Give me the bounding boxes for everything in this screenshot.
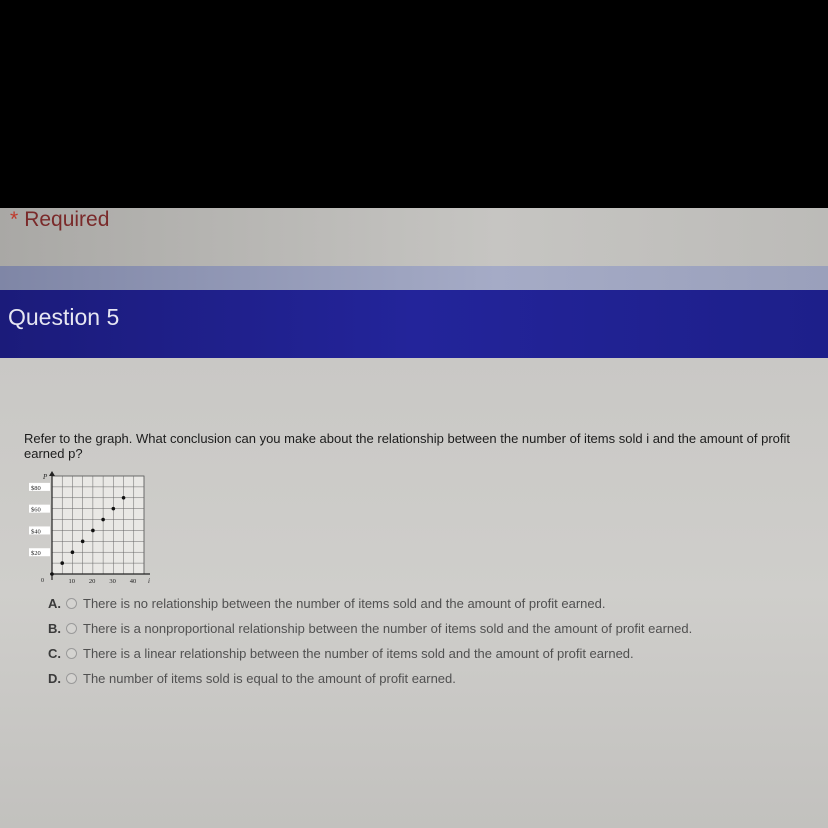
- answer-text: There is a linear relationship between the number of items sold and the amount of profit earned.: [83, 646, 634, 661]
- question-header: [0, 290, 828, 358]
- answer-options: [48, 596, 808, 696]
- y-axis-label: P: [43, 473, 48, 481]
- required-bar: [0, 208, 828, 266]
- answer-text: There is no relationship between the number of items sold and the amount of profit earned.: [83, 596, 606, 611]
- y-tick-label: $40: [31, 528, 41, 536]
- answer-text: There is a nonproportional relationship between the number of items sold and the amount of profit earned.: [83, 621, 693, 636]
- y-tick-label: $20: [31, 550, 41, 558]
- answer-text: The number of items sold is equal to the amount of profit earned.: [83, 671, 456, 686]
- radio-button-d[interactable]: [66, 673, 77, 684]
- x-tick-label: 10: [68, 578, 75, 585]
- answer-letter: C.: [48, 646, 61, 661]
- x-tick-label: 40: [129, 578, 137, 585]
- radio-button-b[interactable]: [66, 623, 77, 634]
- answer-option-b[interactable]: [48, 621, 808, 646]
- screen: [0, 208, 828, 828]
- answer-option-c[interactable]: [48, 646, 808, 671]
- data-point: [122, 496, 126, 500]
- graph-plot-area: [52, 476, 144, 574]
- radio-button-a[interactable]: [66, 598, 77, 609]
- data-point: [81, 540, 85, 544]
- question-card: [0, 358, 828, 828]
- x-axis-label: i: [148, 577, 150, 585]
- y-tick-label: $80: [31, 484, 41, 492]
- data-point: [112, 507, 116, 511]
- required-label: Required: [24, 208, 110, 231]
- section-divider: [0, 266, 828, 290]
- data-point: [91, 529, 95, 533]
- answer-letter: A.: [48, 596, 61, 611]
- x-tick-label: 20: [88, 578, 96, 585]
- answer-option-d[interactable]: [48, 671, 808, 696]
- profit-graph: [22, 470, 152, 590]
- required-star: *: [10, 208, 19, 231]
- data-point: [71, 550, 75, 554]
- answer-letter: B.: [48, 621, 61, 636]
- required-notice: [10, 208, 109, 232]
- origin-label: 0: [41, 578, 44, 584]
- question-title: Question 5: [8, 304, 120, 330]
- x-tick-label: 30: [109, 578, 116, 585]
- y-axis-arrow: [49, 471, 55, 476]
- radio-button-c[interactable]: [66, 648, 77, 659]
- answer-option-a[interactable]: [48, 596, 808, 621]
- data-point: [101, 518, 105, 522]
- data-point: [60, 561, 64, 565]
- y-tick-label: $60: [31, 506, 41, 514]
- data-point: [50, 572, 54, 576]
- question-prompt: Refer to the graph. What conclusion can you make about the relationship between the number of items sold i and the amount of profit earned p?: [24, 431, 791, 461]
- answer-letter: D.: [48, 671, 61, 686]
- graph-grid: [52, 476, 144, 574]
